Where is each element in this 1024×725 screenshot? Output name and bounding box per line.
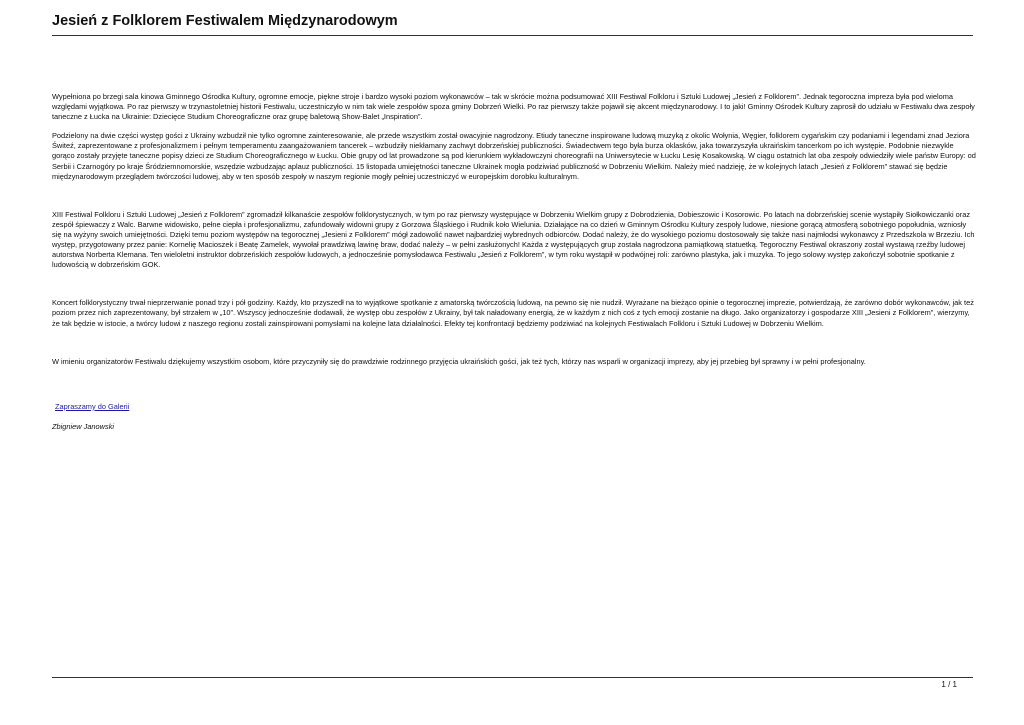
paragraph-festival-groups: XIII Festiwal Folkloru i Sztuki Ludowej „Jesień z Folklorem” zgromadził kilkanaście zespołów folklorystycznych, w tym po raz pierwszy występujące w Dobrzeniu Wielkim grupy z Dobrodzienia, Dobieszowic i Kosorowic. Po latach na dobrzeńskiej scenie wystąpiły Siołkowiczanki oraz zespół śpiewaczy z Walc. Barwne widowisko, pełne ciepła i profesjonalizmu, zafundowały widowni grupy z Gorzowa Śląskiego i Rudnik koło Wielunia. Działające na co dzień w Gminnym Ośrodku Kultury zespoły ludowe, niesione gorącą atmosferą sobotniego popołudnia, wzniosły się na wyżyny swoich umiejętności. Dzięki temu poziom występów na tegorocznej „Jesieni z Folklorem” mógł zadowolić nawet najbardziej wybrednych odbiorców. Dodać należy, że do wysokiego poziomu dostosowały się także nasi najmłodsi wykonawcy z Przedszkola w Brzeziu. Ich występ, przygotowany przez panie: Kornelię Macioszek i Beatę Zamelek, wywołał prawdziwą lawinę braw, dodać należy – w pełni zasłużonych! Każda z występujących grup została nagrodzona pamiątkową statuetką. Tegoroczny Festiwal okraszony został wystawą rzeźby ludowej autorstwa Norberta Klemana. Ten wieloletni instruktor dobrzeńskich zespołów ludowych, a jednocześnie pomysłodawca Festiwalu „Jesień z Folklorem”, w tym roku wystąpił w podwójnej roli: zarówno plastyka, jak i muzyka. To jego solowy występ zakończył sobotnie spotkanie z ludowością w dobrzeńskim GOK. bbox=[52, 209, 975, 270]
footer-divider bbox=[52, 677, 973, 678]
page-number: 1 / 1 bbox=[941, 680, 957, 689]
paragraph-ukraine-guests: Podzielony na dwie części występ gości z Ukrainy wzbudził nie tylko ogromne zainteresowanie, ale przede wszystkim został owacyjnie nagrodzony. Etiudy taneczne inspirowane ludową muzyką z okolic Wołynia, Węgier, folklorem cygańskim czy podaniami i legendami znad Jeziora Świteź, zaprezentowane z profesjonalizmem i pełnym temperamentu zaangażowaniem tancerek – wzbudziły niekłamany zachwyt dobrzeńskiej publiczności. Świadectwem tego była burza oklasków, jaka towarzyszyła ukraińskim tancerkom po ich występie. Podobnie niezwykle gorąco zostały przyjęte taneczne popisy dzieci ze Studium Choreograficznego w Łucku. Obie grupy od lat prowadzone są pod kierunkiem wykładowczyni choreografii na Uniwersytecie w Łucku Lesię Kosakowską. W ciągu ostatnich lat oba zespoły odwiedziły wiele państw Europy: od Serbii i Czarnogóry po kraje Śródziemnomorskie, wszędzie wzbudzając aplauz publiczności. 15 listopada umiejętności taneczne Ukrainek mogła podziwiać publiczność w Dobrzeniu Wielkim. Należy mieć nadzieję, że w kolejnych latach „Jesień z Folklorem” stawać się będzie międzynarodowym przeglądem twórczości ludowej, aby w ten sposób zespoły w naszym regionie mogły pełniej uczestniczyć w europejskim dorobku kulturalnym. bbox=[52, 131, 976, 181]
title-divider bbox=[52, 35, 973, 36]
author-signature: Zbigniew Janowski bbox=[52, 421, 115, 431]
article-body bbox=[52, 92, 977, 432]
gallery-link-wrapper bbox=[55, 402, 977, 412]
paragraph-thanks: W imieniu organizatorów Festiwalu dziękujemy wszystkim osobom, które przyczyniły się do prawdziwie rodzinnego przyjęcia ukraińskich gości, jak też tych, którzy nas wsparli w organizacji imprezy, aby jej przebieg był sprawny i w pełni profesjonalny. bbox=[52, 356, 866, 366]
paragraph-intro: Wypełniona po brzegi sala kinowa Gminnego Ośrodka Kultury, ogromne emocje, piękne stroje i bardzo wysoki poziom wykonawców – tak w skrócie można podsumować XIII Festiwal Folkloru i Sztuki Ludowej „Jesień z Folklorem”. Jednak tegoroczna impreza była pod wieloma względami wyjątkowa. Po raz pierwszy w trzynastoletniej historii Festiwalu, uczestniczyło w nim tak wiele zespołów spoza gminy Dobrzeń Wielki. Po raz pierwszy także pojawił się akcent międzynarodowy. I to jaki! Gminny Ośrodek Kultury zaprosił do udziału w Festiwalu dwa zespoły taneczne z Łucka na Ukrainie: Dziecięce Studium Choreograficzne oraz grupę baletową Show-Balet „Inspiration”. bbox=[52, 92, 975, 122]
gallery-link[interactable]: Zapraszamy do Galerii bbox=[55, 401, 130, 411]
page-title: Jesień z Folklorem Festiwalem Międzynarodowym bbox=[52, 13, 398, 29]
paragraph-concert: Koncert folklorystyczny trwał nieprzerwanie ponad trzy i pół godziny. Każdy, kto przyszedł na to wyjątkowe spotkanie z amatorską twórczością ludową, na pewno się nie nudził. Wyrażane na bieżąco opinie o tegorocznej imprezie, potwierdzają, że zarówno dobór wykonawców, jak też poziom przez nich zaprezentowany, był strzałem w „10”. Wszyscy jednocześnie dodawali, że występ obu zespołów z Ukrainy, był tak naładowany energią, że w każdym z nich coś z tych emocji zostanie na długo. Jako organizatorzy i gospodarze XIII „Jesieni z Folklorem”, wierzymy, że tak będzie w istocie, a twórcy ludowi z naszego regionu zostali zainspirowani pomysłami na kolejne lata działalności. Efekty tej konfrontacji będziemy podziwiać na kolejnych Festiwalach Folkloru i Sztuki Ludowej w Dobrzeniu Wielkim. bbox=[52, 298, 974, 328]
